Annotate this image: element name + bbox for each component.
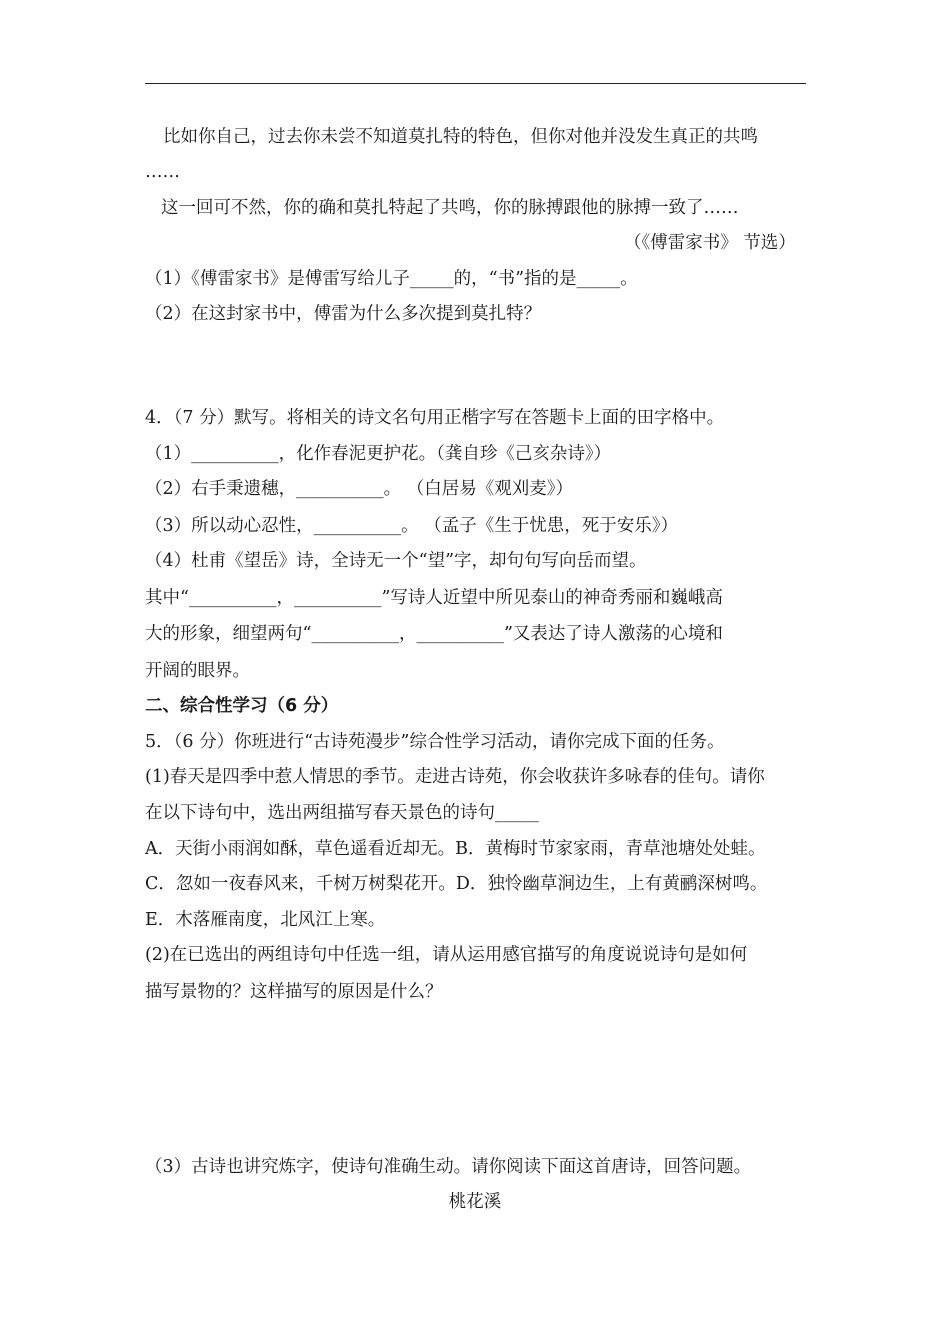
q3-sub2: （2）在这封家书中，傅雷为什么多次提到莫扎特？ — [145, 304, 542, 324]
q5-sub1-line2: 在以下诗句中，选出两组描写春天景色的诗句_____ — [145, 803, 539, 823]
poem-title: 桃花溪 — [448, 1192, 502, 1212]
q5-option-ab: A．天街小雨润如酥，草色遥看近却无。B．黄梅时节家家雨，青草池塘处处蛙。 — [145, 839, 766, 859]
q4-sub2: （2）右手秉遗穗，__________。 （白居易《观刈麦》） — [145, 479, 573, 499]
q4-sub4-line4: 开阔的眼界。 — [145, 661, 250, 681]
section2-heading: 二、综合性学习（6 分） — [145, 696, 339, 716]
q5-sub3: （3）古诗也讲究炼字，使诗句准确生动。请你阅读下面这首唐诗，回答问题。 — [145, 1157, 752, 1177]
passage-para2: 这一回可不然，你的确和莫扎特起了共鸣，你的脉搏跟他的脉搏一致了…… — [161, 198, 739, 218]
q5-sub1-line1: (1)春天是四季中惹人情思的季节。走进古诗苑，你会收获许多咏春的佳句。请你 — [145, 767, 765, 787]
q4-header: 4．（7 分）默写。将相关的诗文名句用正楷字写在答题卡上面的田字格中。 — [145, 408, 725, 428]
q4-sub3: （3）所以动心忍性，__________。 （孟子《生于忧患，死于安乐》） — [145, 516, 678, 536]
q5-sub2-line1: (2)在已选出的两组诗句中任选一组，请从运用感官描写的角度说说诗句是如何 — [145, 945, 748, 965]
q5-sub2-line2: 描写景物的？这样描写的原因是什么？ — [145, 982, 443, 1002]
passage-para1: 比如你自己，过去你未尝不知道莫扎特的特色，但你对他并没发生真正的共鸣 — [163, 127, 758, 147]
q4-sub4: （4）杜甫《望岳》诗，全诗无一个“望”字，却句句写向岳而望。 — [145, 551, 647, 571]
passage-para1-ellipsis: …… — [145, 162, 180, 182]
q3-sub1: （1）《傅雷家书》是傅雷写给儿子_____的，“书”指的是_____。 — [145, 269, 638, 289]
header-rule — [145, 83, 806, 84]
q4-sub4-line2: 其中“__________，__________”写诗人近望中所见泰山的神奇秀丽和巍峨高 — [145, 588, 723, 608]
q5-header: 5．（6 分）你班进行“古诗苑漫步”综合性学习活动，请你完成下面的任务。 — [145, 732, 725, 752]
q5-option-cd: C．忽如一夜春风来，千树万树梨花开。D．独怜幽草涧边生，上有黄鹂深树鸣。 — [145, 874, 768, 894]
q4-sub1: （1）__________，化作春泥更护花。（龚自珍《己亥杂诗》） — [145, 444, 612, 464]
passage-source: （《傅雷家书》 节选） — [624, 233, 796, 253]
q5-option-e: E．木落雁南度，北风江上寒。 — [145, 910, 386, 930]
q4-sub4-line3: 大的形象，细望两句“__________，__________”又表达了诗人激荡的心境和 — [145, 624, 723, 644]
